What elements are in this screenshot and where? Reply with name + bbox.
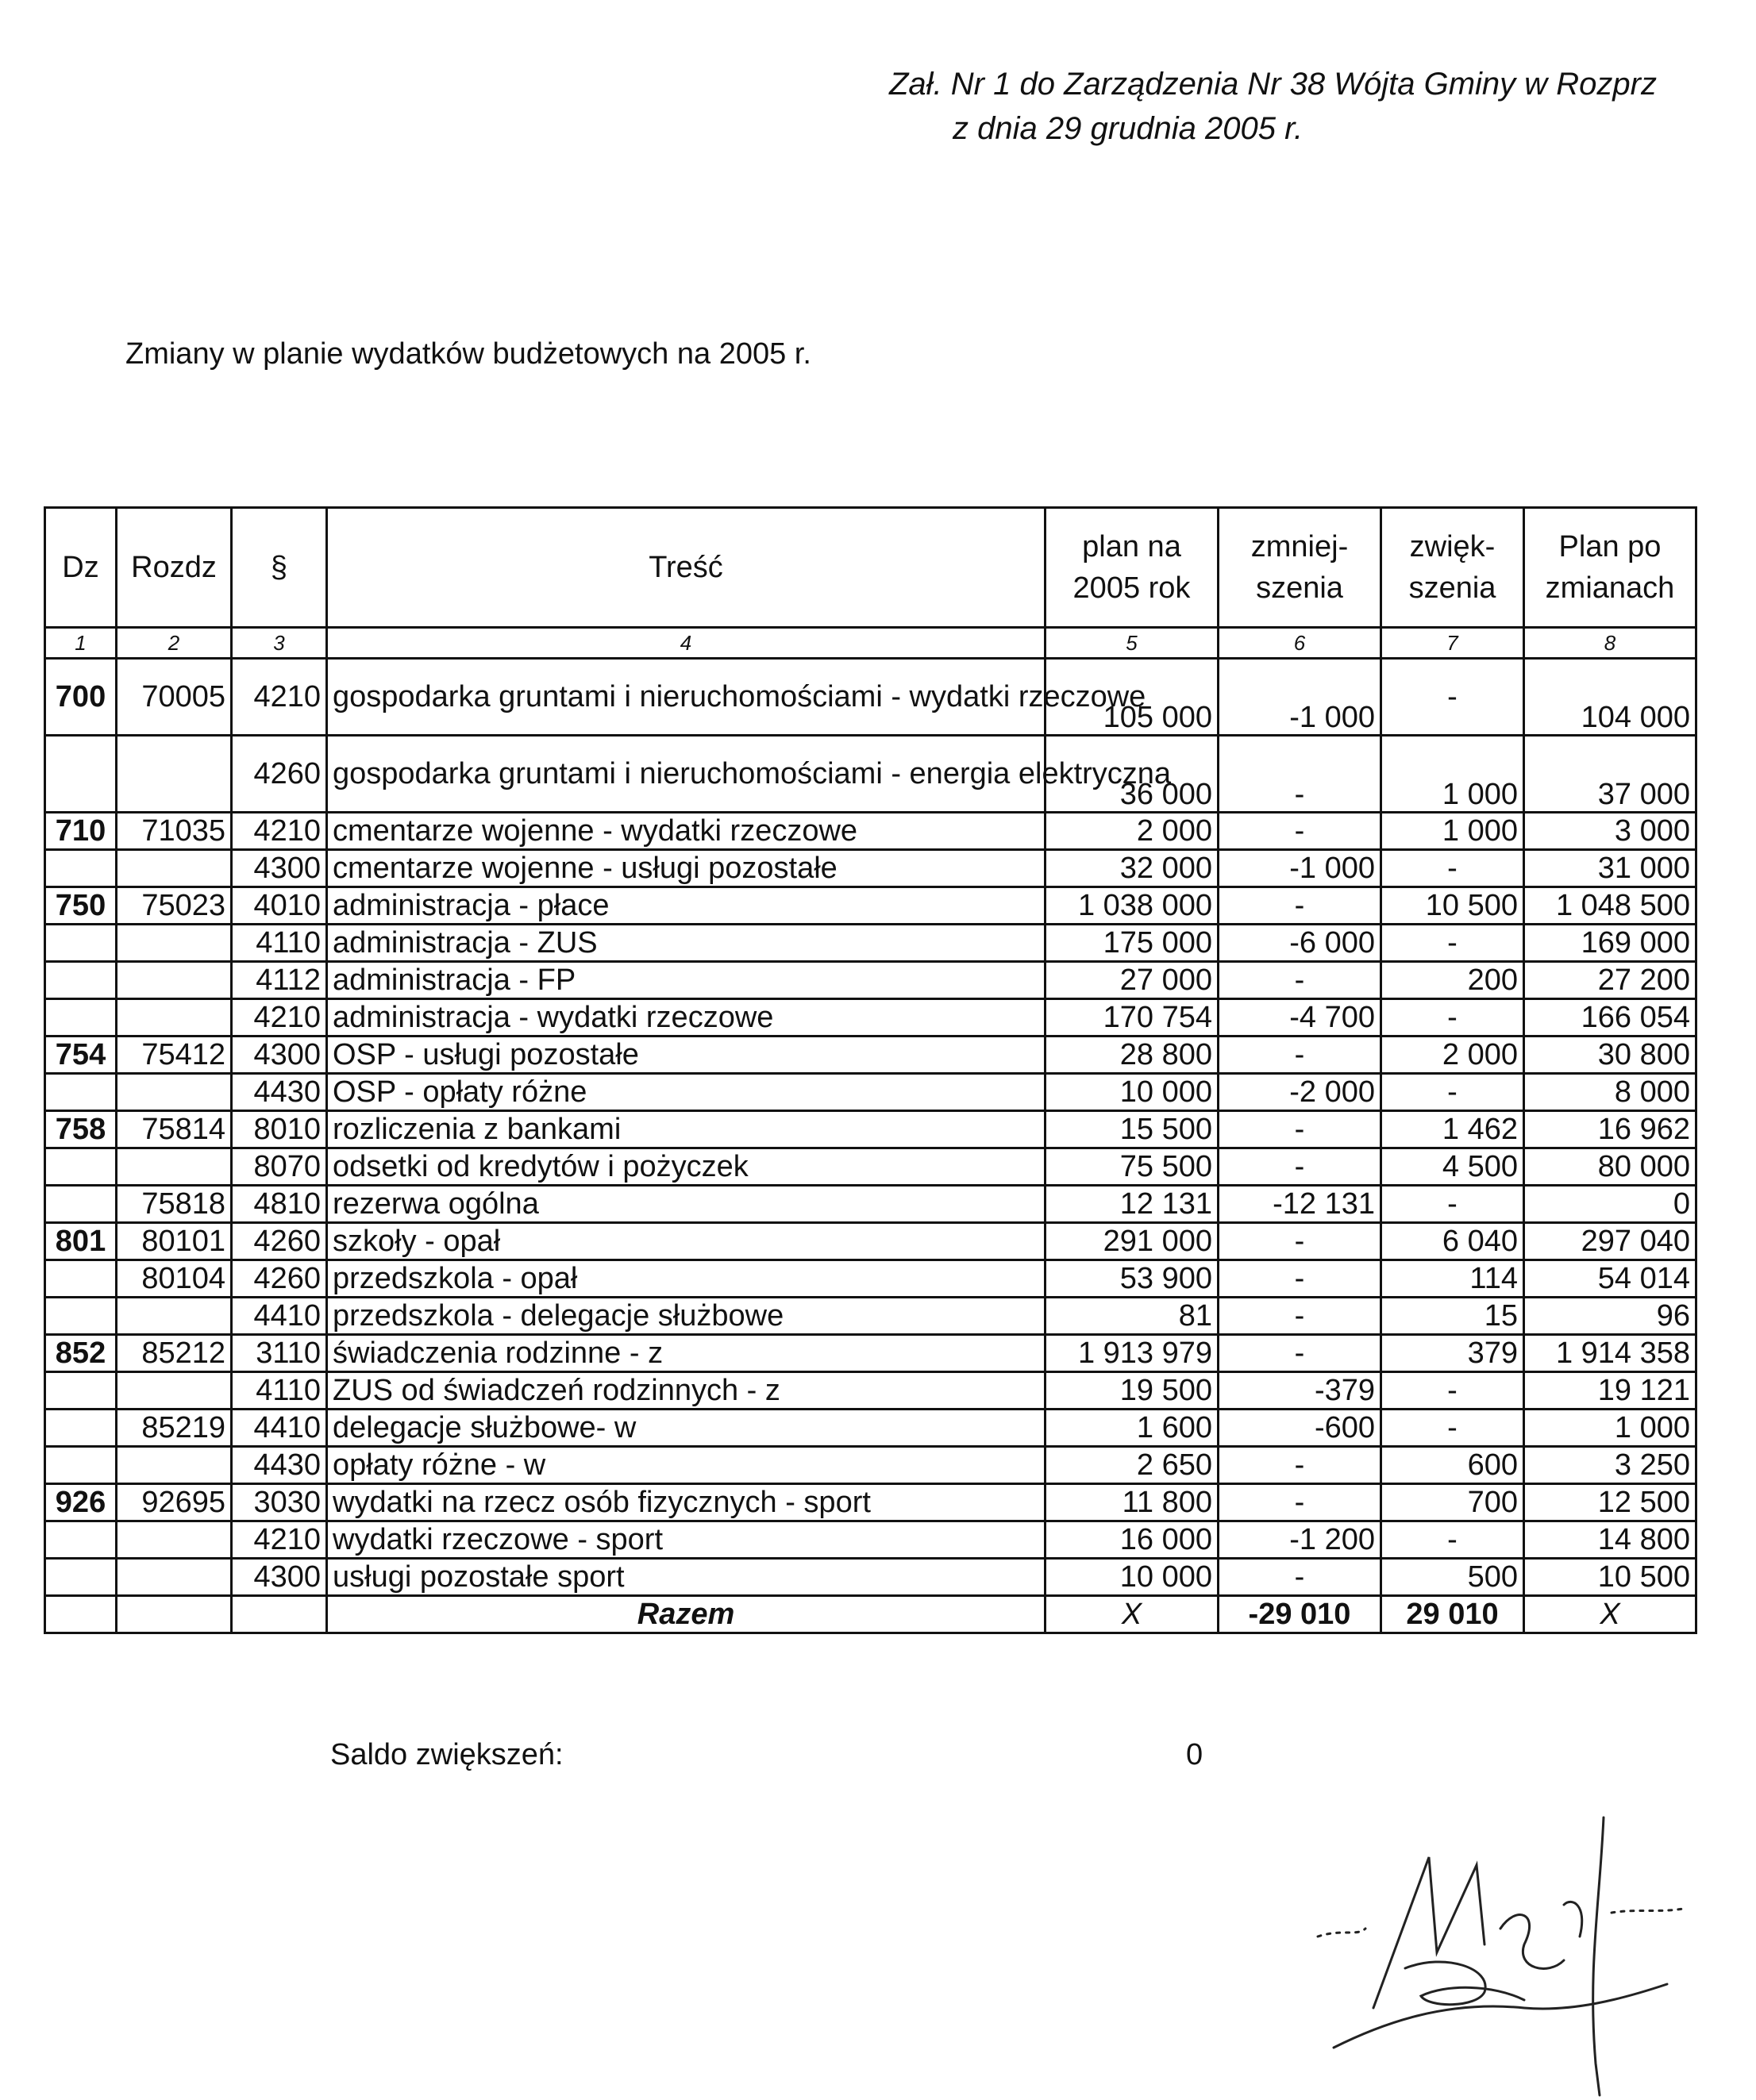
cell-po-zmianach: 0 [1524, 1186, 1696, 1223]
cell-rozdz: 85212 [117, 1335, 232, 1372]
cell-po-zmianach: 31 000 [1524, 850, 1696, 887]
table-row [45, 962, 1696, 999]
cell-plan: 16 000 [1046, 1521, 1219, 1559]
cell-tresc: gospodarka gruntami i nieruchomościami - energia elektryczna [327, 736, 1046, 813]
column-number: 5 [1046, 628, 1219, 659]
table-row [45, 1111, 1696, 1148]
cell-dz [45, 1074, 117, 1111]
cell-zwiekszenia: - [1381, 999, 1524, 1037]
cell-zmniejszenia: - [1219, 1447, 1381, 1484]
table-row [45, 1335, 1696, 1372]
cell-tresc: OSP - usługi pozostałe [327, 1037, 1046, 1074]
column-number: 6 [1219, 628, 1381, 659]
cell-zmniejszenia: - [1219, 736, 1381, 813]
cell-dz [45, 1372, 117, 1410]
cell-rozdz: 92695 [117, 1484, 232, 1521]
total-po-zmianach: X [1524, 1596, 1696, 1633]
cell-zwiekszenia: 379 [1381, 1335, 1524, 1372]
cell-plan: 11 800 [1046, 1484, 1219, 1521]
cell-zmniejszenia: - [1219, 813, 1381, 850]
cell-paragraph: 4260 [232, 1260, 327, 1298]
cell-po-zmianach: 166 054 [1524, 999, 1696, 1037]
cell-dz [45, 1447, 117, 1484]
table-row [45, 736, 1696, 813]
cell-rozdz [117, 962, 232, 999]
cell-po-zmianach: 16 962 [1524, 1111, 1696, 1148]
cell-rozdz: 70005 [117, 659, 232, 736]
cell-zwiekszenia: 600 [1381, 1447, 1524, 1484]
cell-plan: 2 650 [1046, 1447, 1219, 1484]
cell-po-zmianach: 1 914 358 [1524, 1335, 1696, 1372]
cell-plan: 1 038 000 [1046, 887, 1219, 925]
cell-zmniejszenia: - [1219, 1223, 1381, 1260]
cell-rozdz [117, 1521, 232, 1559]
cell-rozdz [117, 925, 232, 962]
cell-zwiekszenia: 1 000 [1381, 813, 1524, 850]
header-po-zmianach-line-2: zmianach [1545, 571, 1675, 605]
cell-dz: 754 [45, 1037, 117, 1074]
cell-zwiekszenia: - [1381, 1410, 1524, 1447]
cell-tresc: gospodarka gruntami i nieruchomościami - wydatki rzeczowe [327, 659, 1046, 736]
cell-zwiekszenia: 114 [1381, 1260, 1524, 1298]
cell-rozdz: 80101 [117, 1223, 232, 1260]
cell-po-zmianach: 10 500 [1524, 1559, 1696, 1596]
cell-po-zmianach: 54 014 [1524, 1260, 1696, 1298]
cell-dz [45, 1410, 117, 1447]
cell-zwiekszenia: 500 [1381, 1559, 1524, 1596]
cell-rozdz: 85219 [117, 1410, 232, 1447]
cell-rozdz [117, 999, 232, 1037]
cell-zmniejszenia: - [1219, 887, 1381, 925]
total-label: Razem [327, 1596, 1046, 1633]
table-row [45, 1148, 1696, 1186]
cell-plan: 1 913 979 [1046, 1335, 1219, 1372]
cell-rozdz: 75412 [117, 1037, 232, 1074]
cell-tresc: OSP - opłaty różne [327, 1074, 1046, 1111]
cell-rozdz [117, 1074, 232, 1111]
column-number: 8 [1524, 628, 1696, 659]
cell-tresc: administracja - wydatki rzeczowe [327, 999, 1046, 1037]
cell-po-zmianach: 96 [1524, 1298, 1696, 1335]
cell-plan: 291 000 [1046, 1223, 1219, 1260]
cell-tresc: odsetki od kredytów i pożyczek [327, 1148, 1046, 1186]
cell-paragraph: 4430 [232, 1447, 327, 1484]
cell-plan: 28 800 [1046, 1037, 1219, 1074]
cell-plan: 1 600 [1046, 1410, 1219, 1447]
cell-rozdz: 75023 [117, 887, 232, 925]
cell-dz: 710 [45, 813, 117, 850]
header-po-zmianach [1524, 508, 1696, 628]
cell-rozdz [117, 1559, 232, 1596]
header-po-zmianach-line-1: Plan po [1558, 530, 1662, 563]
cell-tresc: cmentarze wojenne - wydatki rzeczowe [327, 813, 1046, 850]
cell-zwiekszenia: 15 [1381, 1298, 1524, 1335]
cell-zmniejszenia: -1 000 [1219, 659, 1381, 736]
cell-rozdz: 75814 [117, 1111, 232, 1148]
total-zmniejszenia: -29 010 [1219, 1596, 1381, 1633]
cell-zwiekszenia: - [1381, 1186, 1524, 1223]
cell-zwiekszenia: - [1381, 1521, 1524, 1559]
cell-tresc: wydatki rzeczowe - sport [327, 1521, 1046, 1559]
cell-tresc: szkoły - opał [327, 1223, 1046, 1260]
cell-tresc: przedszkola - delegacje służbowe [327, 1298, 1046, 1335]
cell-zmniejszenia: -1 000 [1219, 850, 1381, 887]
cell-plan: 36 000 [1046, 736, 1219, 813]
cell-rozdz [117, 850, 232, 887]
cell-po-zmianach: 14 800 [1524, 1521, 1696, 1559]
cell-plan: 175 000 [1046, 925, 1219, 962]
cell-po-zmianach: 37 000 [1524, 736, 1696, 813]
header-zmniejszenia [1219, 508, 1381, 628]
cell-zmniejszenia: -6 000 [1219, 925, 1381, 962]
cell-plan: 53 900 [1046, 1260, 1219, 1298]
header-zwiekszenia-line-1: zwięk- [1409, 530, 1496, 563]
cell-tresc: usługi pozostałe sport [327, 1559, 1046, 1596]
table-row [45, 850, 1696, 887]
cell-plan: 105 000 [1046, 659, 1219, 736]
cell-zmniejszenia: - [1219, 1111, 1381, 1148]
header-zwiekszenia [1381, 508, 1524, 628]
cell-zmniejszenia: - [1219, 1037, 1381, 1074]
cell-plan: 170 754 [1046, 999, 1219, 1037]
cell-zwiekszenia: - [1381, 1074, 1524, 1111]
cell-zwiekszenia: - [1381, 659, 1524, 736]
cell-tresc: opłaty różne - w [327, 1447, 1046, 1484]
saldo-value: 0 [1186, 1738, 1203, 1771]
cell-dz [45, 736, 117, 813]
cell-dz [45, 1559, 117, 1596]
cell-zmniejszenia: - [1219, 1335, 1381, 1372]
cell-dz [45, 962, 117, 999]
column-number: 7 [1381, 628, 1524, 659]
cell-zmniejszenia: - [1219, 1484, 1381, 1521]
cell-zwiekszenia: - [1381, 925, 1524, 962]
total-empty-rozdz [117, 1596, 232, 1633]
cell-dz [45, 1186, 117, 1223]
cell-po-zmianach: 3 250 [1524, 1447, 1696, 1484]
cell-rozdz: 75818 [117, 1186, 232, 1223]
cell-zwiekszenia: 6 040 [1381, 1223, 1524, 1260]
cell-zmniejszenia: -1 200 [1219, 1521, 1381, 1559]
cell-plan: 19 500 [1046, 1372, 1219, 1410]
cell-dz: 852 [45, 1335, 117, 1372]
cell-paragraph: 4210 [232, 1521, 327, 1559]
table-row [45, 1260, 1696, 1298]
header-plan [1046, 508, 1219, 628]
cell-zwiekszenia: 4 500 [1381, 1148, 1524, 1186]
cell-paragraph: 3110 [232, 1335, 327, 1372]
cell-zwiekszenia: - [1381, 850, 1524, 887]
cell-zmniejszenia: -600 [1219, 1410, 1381, 1447]
cell-paragraph: 3030 [232, 1484, 327, 1521]
cell-po-zmianach: 27 200 [1524, 962, 1696, 999]
cell-plan: 32 000 [1046, 850, 1219, 887]
cell-dz [45, 850, 117, 887]
cell-po-zmianach: 8 000 [1524, 1074, 1696, 1111]
cell-paragraph: 4300 [232, 1037, 327, 1074]
cell-zmniejszenia: - [1219, 1148, 1381, 1186]
header-zmniejszenia-line-2: szenia [1256, 571, 1343, 605]
cell-paragraph: 4300 [232, 850, 327, 887]
cell-rozdz: 80104 [117, 1260, 232, 1298]
header-plan-line-2: 2005 rok [1072, 571, 1191, 605]
total-row [45, 1596, 1696, 1633]
column-numbering-row [45, 628, 1696, 659]
cell-zmniejszenia: -379 [1219, 1372, 1381, 1410]
cell-po-zmianach: 1 048 500 [1524, 887, 1696, 925]
cell-zwiekszenia: 200 [1381, 962, 1524, 999]
cell-dz: 926 [45, 1484, 117, 1521]
cell-tresc: świadczenia rodzinne - z [327, 1335, 1046, 1372]
table-row [45, 887, 1696, 925]
cell-tresc: cmentarze wojenne - usługi pozostałe [327, 850, 1046, 887]
table-body [45, 659, 1696, 1633]
cell-plan: 15 500 [1046, 1111, 1219, 1148]
cell-paragraph: 4410 [232, 1298, 327, 1335]
cell-paragraph: 4260 [232, 736, 327, 813]
cell-rozdz [117, 1372, 232, 1410]
cell-po-zmianach: 3 000 [1524, 813, 1696, 850]
cell-dz [45, 1260, 117, 1298]
table-row [45, 1447, 1696, 1484]
cell-rozdz [117, 1447, 232, 1484]
cell-paragraph: 4810 [232, 1186, 327, 1223]
cell-rozdz [117, 1148, 232, 1186]
cell-tresc: wydatki na rzecz osób fizycznych - sport [327, 1484, 1046, 1521]
cell-zwiekszenia: 2 000 [1381, 1037, 1524, 1074]
cell-paragraph: 8010 [232, 1111, 327, 1148]
cell-dz [45, 1521, 117, 1559]
header-row [45, 508, 1696, 628]
cell-tresc: rozliczenia z bankami [327, 1111, 1046, 1148]
cell-plan: 12 131 [1046, 1186, 1219, 1223]
table-row [45, 659, 1696, 736]
table-row [45, 1074, 1696, 1111]
cell-plan: 27 000 [1046, 962, 1219, 999]
cell-dz [45, 1298, 117, 1335]
table-row [45, 1410, 1696, 1447]
table-row [45, 1484, 1696, 1521]
total-empty-dz [45, 1596, 117, 1633]
cell-po-zmianach: 30 800 [1524, 1037, 1696, 1074]
cell-dz: 750 [45, 887, 117, 925]
cell-zmniejszenia: - [1219, 1298, 1381, 1335]
cell-po-zmianach: 1 000 [1524, 1410, 1696, 1447]
cell-plan: 2 000 [1046, 813, 1219, 850]
cell-zmniejszenia: -12 131 [1219, 1186, 1381, 1223]
cell-paragraph: 4010 [232, 887, 327, 925]
cell-dz: 700 [45, 659, 117, 736]
cell-zmniejszenia: - [1219, 1260, 1381, 1298]
column-number: 4 [327, 628, 1046, 659]
table-row [45, 1298, 1696, 1335]
table-row [45, 1223, 1696, 1260]
table-row [45, 1186, 1696, 1223]
handwritten-signature [1286, 1810, 1699, 2095]
cell-tresc: delegacje służbowe- w [327, 1410, 1046, 1447]
header-dz: Dz [45, 508, 117, 628]
cell-zwiekszenia: 1 462 [1381, 1111, 1524, 1148]
cell-tresc: administracja - FP [327, 962, 1046, 999]
header-plan-line-1: plan na [1082, 530, 1181, 563]
header-zwiekszenia-line-2: szenia [1408, 571, 1496, 605]
table-row [45, 1037, 1696, 1074]
cell-paragraph: 4300 [232, 1559, 327, 1596]
column-number: 3 [232, 628, 327, 659]
header-tresc: Treść [327, 508, 1046, 628]
table-row [45, 813, 1696, 850]
cell-paragraph: 4260 [232, 1223, 327, 1260]
cell-po-zmianach: 104 000 [1524, 659, 1696, 736]
saldo-label: Saldo zwiększeń: [330, 1738, 564, 1771]
cell-plan: 81 [1046, 1298, 1219, 1335]
cell-paragraph: 4210 [232, 999, 327, 1037]
cell-zmniejszenia: - [1219, 962, 1381, 999]
column-number: 2 [117, 628, 232, 659]
cell-tresc: rezerwa ogólna [327, 1186, 1046, 1223]
cell-zmniejszenia: -4 700 [1219, 999, 1381, 1037]
cell-dz: 758 [45, 1111, 117, 1148]
table-row [45, 1372, 1696, 1410]
attachment-reference [889, 62, 1731, 151]
cell-zwiekszenia: 1 000 [1381, 736, 1524, 813]
cell-tresc: przedszkola - opał [327, 1260, 1046, 1298]
total-plan: X [1046, 1596, 1219, 1633]
cell-zmniejszenia: -2 000 [1219, 1074, 1381, 1111]
cell-paragraph: 4210 [232, 659, 327, 736]
attachment-line-2: z dnia 29 grudnia 2005 r. [953, 111, 1304, 146]
cell-rozdz: 71035 [117, 813, 232, 850]
cell-rozdz [117, 1298, 232, 1335]
cell-paragraph: 4210 [232, 813, 327, 850]
attachment-line-1: Zał. Nr 1 do Zarządzenia Nr 38 Wójta Gminy w Rozprz [889, 67, 1657, 102]
header-paragraph: § [232, 508, 327, 628]
cell-po-zmianach: 19 121 [1524, 1372, 1696, 1410]
total-empty-paragraph [232, 1596, 327, 1633]
document-title: Zmiany w planie wydatków budżetowych na 2005 r. [125, 337, 811, 371]
cell-tresc: ZUS od świadczeń rodzinnych - z [327, 1372, 1046, 1410]
cell-po-zmianach: 12 500 [1524, 1484, 1696, 1521]
cell-zwiekszenia: - [1381, 1372, 1524, 1410]
cell-po-zmianach: 80 000 [1524, 1148, 1696, 1186]
cell-paragraph: 4110 [232, 1372, 327, 1410]
table-row [45, 999, 1696, 1037]
column-number: 1 [45, 628, 117, 659]
cell-po-zmianach: 169 000 [1524, 925, 1696, 962]
cell-paragraph: 4110 [232, 925, 327, 962]
cell-paragraph: 4410 [232, 1410, 327, 1447]
cell-rozdz [117, 736, 232, 813]
cell-tresc: administracja - ZUS [327, 925, 1046, 962]
table-row [45, 1521, 1696, 1559]
cell-paragraph: 8070 [232, 1148, 327, 1186]
cell-zwiekszenia: 10 500 [1381, 887, 1524, 925]
header-rozdz: Rozdz [117, 508, 232, 628]
cell-paragraph: 4430 [232, 1074, 327, 1111]
cell-plan: 75 500 [1046, 1148, 1219, 1186]
cell-zmniejszenia: - [1219, 1559, 1381, 1596]
table-row [45, 1559, 1696, 1596]
cell-plan: 10 000 [1046, 1074, 1219, 1111]
cell-tresc: administracja - płace [327, 887, 1046, 925]
cell-dz [45, 1148, 117, 1186]
budget-changes-table [44, 506, 1697, 1634]
cell-paragraph: 4112 [232, 962, 327, 999]
header-zmniejszenia-line-1: zmniej- [1250, 530, 1349, 563]
cell-dz [45, 925, 117, 962]
cell-dz [45, 999, 117, 1037]
cell-po-zmianach: 297 040 [1524, 1223, 1696, 1260]
cell-dz: 801 [45, 1223, 117, 1260]
cell-plan: 10 000 [1046, 1559, 1219, 1596]
cell-zwiekszenia: 700 [1381, 1484, 1524, 1521]
total-zwiekszenia: 29 010 [1381, 1596, 1524, 1633]
table-row [45, 925, 1696, 962]
